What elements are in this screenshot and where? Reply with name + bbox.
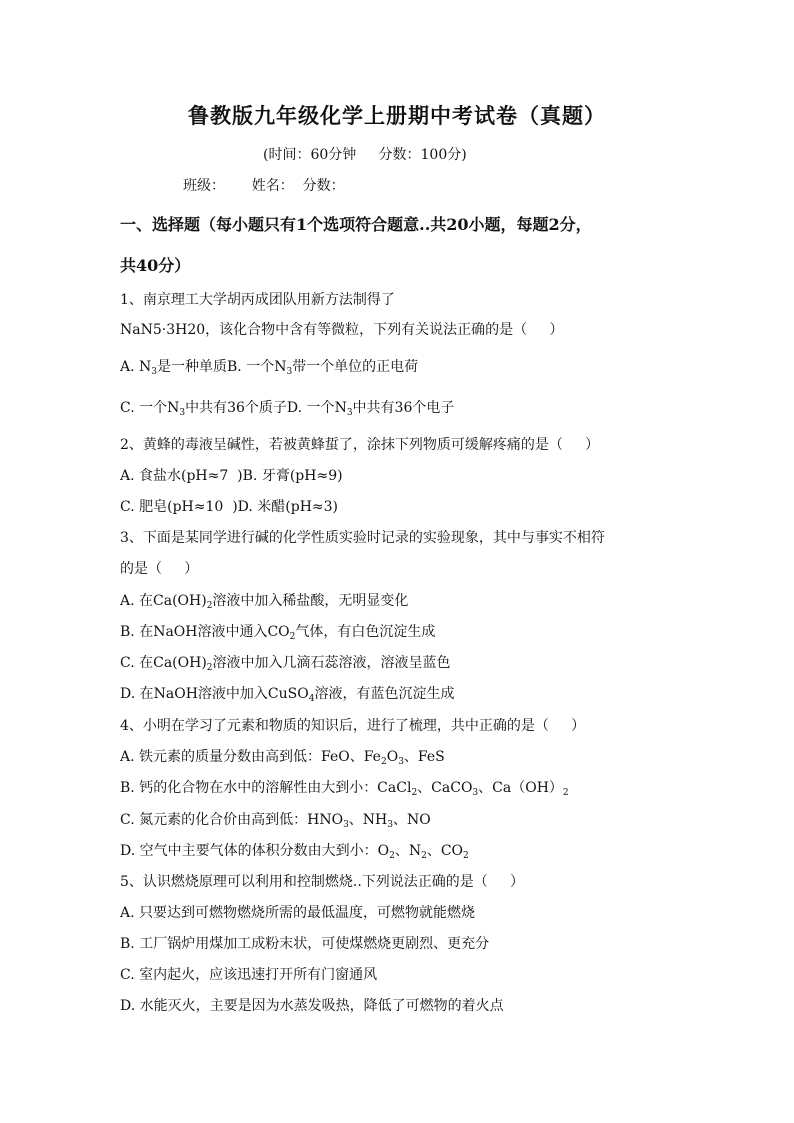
q3-opt-d-subscript: 4: [308, 694, 315, 704]
q4-opt-d-text: 、CO: [426, 843, 464, 859]
q3-opt-b-subscript: 2: [289, 632, 296, 642]
q3-opt-a-prefix: A. 在Ca(OH): [120, 593, 207, 609]
q3-opt-c-text: 溶液中加入几滴石蕊溶液，溶液呈蓝色: [212, 655, 451, 671]
q4-opt-b-text: 、Ca（OH）: [478, 780, 563, 796]
class-name-score-line: 班级： 姓名： 分数：: [183, 178, 345, 194]
q4-option-b: [120, 779, 569, 797]
q4-stem: 4、小明在学习了元素和物质的知识后，进行了梳理，共中正确的是（ ）: [120, 718, 586, 734]
q3-option-c: [120, 654, 451, 672]
section-heading-line1: 一、选择题（每小题只有1个选项符合题意..共20小题，每题2分，: [120, 215, 592, 234]
exam-title: 鲁教版九年级化学上册期中考试卷（真题）: [188, 103, 606, 128]
q1-opt-b-subscript: 3: [286, 367, 293, 377]
q1-stem-line1: 1、南京理工大学胡丙成团队用新方法制得了: [120, 292, 395, 308]
q2-stem: 2、黄蜂的毒液呈碱性，若被黄蜂蜇了，涂抹下列物质可缓解疼痛的是（ ）: [120, 437, 600, 453]
q1-opt-c-prefix: C. 一个: [120, 400, 168, 416]
q4-option-d: [120, 842, 469, 860]
q4-opt-c-subscript-2: 3: [387, 820, 393, 830]
q1-stem-line2: NaN5·3H20，该化合物中含有等微粒，下列有关说法正确的是（ ）: [120, 322, 564, 338]
q5-option-b: B. 工厂锅炉用煤加工成粉末状，可使煤燃烧更剧烈、更充分: [120, 936, 490, 952]
q4-opt-b-prefix: B. 钙的化合物在水中的溶解性由大到小：CaCl: [120, 780, 412, 796]
q1-opt-a-subscript: 3: [151, 367, 157, 377]
q2-options-ab: A. 食盐水(pH≈7 )B. 牙膏(pH≈9): [120, 468, 343, 484]
q4-opt-d-prefix: D. 空气中主要气体的体积分数由大到小：O: [120, 843, 390, 859]
q1-opt-a-text: 是一种单质B. 一个: [157, 359, 275, 375]
q3-opt-c-prefix: C. 在Ca(OH): [120, 655, 207, 671]
section-heading-line2: 共40分）: [120, 256, 191, 275]
q4-opt-b-subscript-2: 3: [472, 788, 479, 798]
q1-options-ab: [120, 358, 418, 376]
q4-opt-b-subscript-3: 2: [562, 788, 569, 798]
q3-option-a: [120, 592, 408, 610]
q1-opt-a-prefix: A.: [120, 359, 140, 375]
q1-opt-d-text: 中共有36个电子: [352, 400, 455, 416]
q3-opt-c-subscript: 2: [206, 663, 213, 673]
q4-option-c: [120, 811, 431, 829]
q5-option-d: D. 水能灭火，主要是因为水蒸发吸热，降低了可燃物的着火点: [120, 998, 504, 1014]
q1-opt-d-subscript: 3: [346, 408, 353, 418]
q3-opt-b-prefix: B. 在NaOH溶液中通入CO: [120, 624, 290, 640]
q4-opt-a-text: 、FeS: [403, 749, 445, 765]
q4-opt-c-prefix: C. 氮元素的化合价由高到低：HNO: [120, 812, 344, 828]
q1-opt-b-text: 带一个单位的正电荷: [292, 359, 419, 375]
q4-opt-d-subscript-1: 2: [389, 851, 395, 861]
q4-opt-a-subscript-2: 3: [398, 757, 404, 767]
q4-opt-b-subscript-1: 2: [411, 788, 418, 798]
q5-stem: 5、认识燃烧原理可以利用和控制燃烧..下列说法正确的是（ ）: [120, 874, 525, 890]
q3-opt-b-text: 气体，有白色沉淀生成: [295, 624, 436, 640]
q5-option-c: C. 室内起火，应该迅速打开所有门窗通风: [120, 967, 378, 983]
q4-opt-d-subscript-3: 2: [463, 851, 469, 861]
q4-opt-a-mid: O: [386, 749, 399, 765]
q4-opt-c-subscript-1: 3: [343, 820, 349, 830]
q1-opt-c-text: 中共有36个质子D. 一个: [185, 400, 335, 416]
q4-opt-c-text: 、NO: [393, 812, 431, 828]
q1-opt-d-symbol: N: [334, 400, 347, 416]
q4-opt-a-subscript-1: 2: [380, 757, 387, 767]
q3-stem-line2: 的是（ ）: [120, 561, 199, 577]
q3-opt-d-prefix: D. 在NaOH溶液中加入CuSO: [120, 686, 309, 702]
q1-options-cd: [120, 399, 454, 417]
q2-options-cd: C. 肥皂(pH≈10 )D. 米醋(pH≈3): [120, 499, 339, 515]
q4-opt-a-prefix: A. 铁元素的质量分数由高到低：FeO、Fe: [120, 749, 381, 765]
q1-opt-c-symbol: N: [167, 400, 180, 416]
time-score-line: (时间：60分钟 分数：100分): [263, 147, 467, 163]
q3-option-d: [120, 685, 454, 703]
q1-opt-c-subscript: 3: [179, 408, 186, 418]
q3-opt-a-subscript: 2: [206, 601, 213, 611]
q3-option-b: [120, 623, 435, 641]
q3-stem-line1: 3、下面是某同学进行碱的化学性质实验时记录的实验现象，其中与事实不相符: [120, 530, 605, 546]
q4-opt-b-mid: 、CaCO: [417, 780, 473, 796]
q1-opt-a-symbol: N: [139, 359, 152, 375]
q4-opt-d-subscript-2: 2: [421, 851, 427, 861]
q5-option-a: A. 只要达到可燃物燃烧所需的最低温度，可燃物就能燃烧: [120, 905, 476, 921]
q3-opt-a-text: 溶液中加入稀盐酸，无明显变化: [212, 593, 409, 609]
q3-opt-d-text: 溶液，有蓝色沉淀生成: [314, 686, 455, 702]
q4-opt-c-mid: 、NH: [348, 812, 388, 828]
q4-opt-d-mid: 、N: [394, 843, 422, 859]
q4-option-a: [120, 748, 445, 766]
q1-opt-b-symbol: N: [274, 359, 287, 375]
